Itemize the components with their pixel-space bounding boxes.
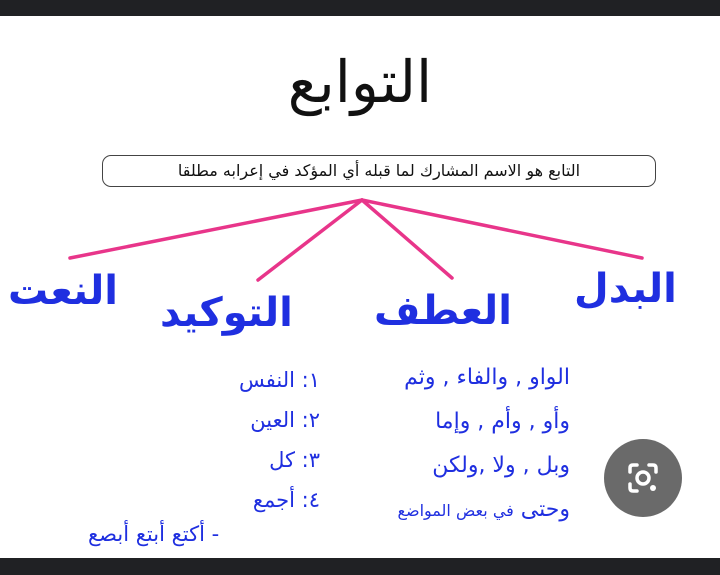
connector-naat <box>70 200 362 258</box>
tawkid-item: ٤: أجمع <box>252 488 320 512</box>
page-title: التوابع <box>287 48 433 116</box>
tawkid-item: ٢: العين <box>250 408 320 432</box>
atf-list <box>330 356 570 532</box>
category-naat: النعت <box>8 268 118 314</box>
tawkid-list <box>150 360 320 520</box>
atf-last-prefix: وحتى <box>520 497 570 522</box>
atf-last-suffix: في بعض المواضع <box>397 501 514 520</box>
atf-item: وبل , ولا ,ولكن <box>432 453 570 478</box>
atf-item: وأو , وأم , وإما <box>435 409 570 434</box>
connector-atf <box>362 200 452 278</box>
category-atf: العطف <box>374 288 512 334</box>
tawkid-item: ٣: كل <box>269 448 320 472</box>
definition-box: التابع هو الاسم المشارك لما قبله أي المؤكد في إعرابه مطلقا <box>102 155 656 187</box>
category-tawkid: التوكيد <box>160 290 293 336</box>
category-badal: البدل <box>574 266 677 312</box>
tawkid-item: ١: النفس <box>239 368 320 392</box>
connector-badal <box>362 200 642 258</box>
atf-item: الواو , والفاء , وثم <box>404 365 570 390</box>
bottom-bar <box>0 558 720 575</box>
lens-camera-icon <box>623 458 663 498</box>
tawkid-extra: - أكتع أبتع أبصع <box>88 522 220 546</box>
lens-button[interactable] <box>604 439 682 517</box>
atf-item-last <box>330 488 570 532</box>
